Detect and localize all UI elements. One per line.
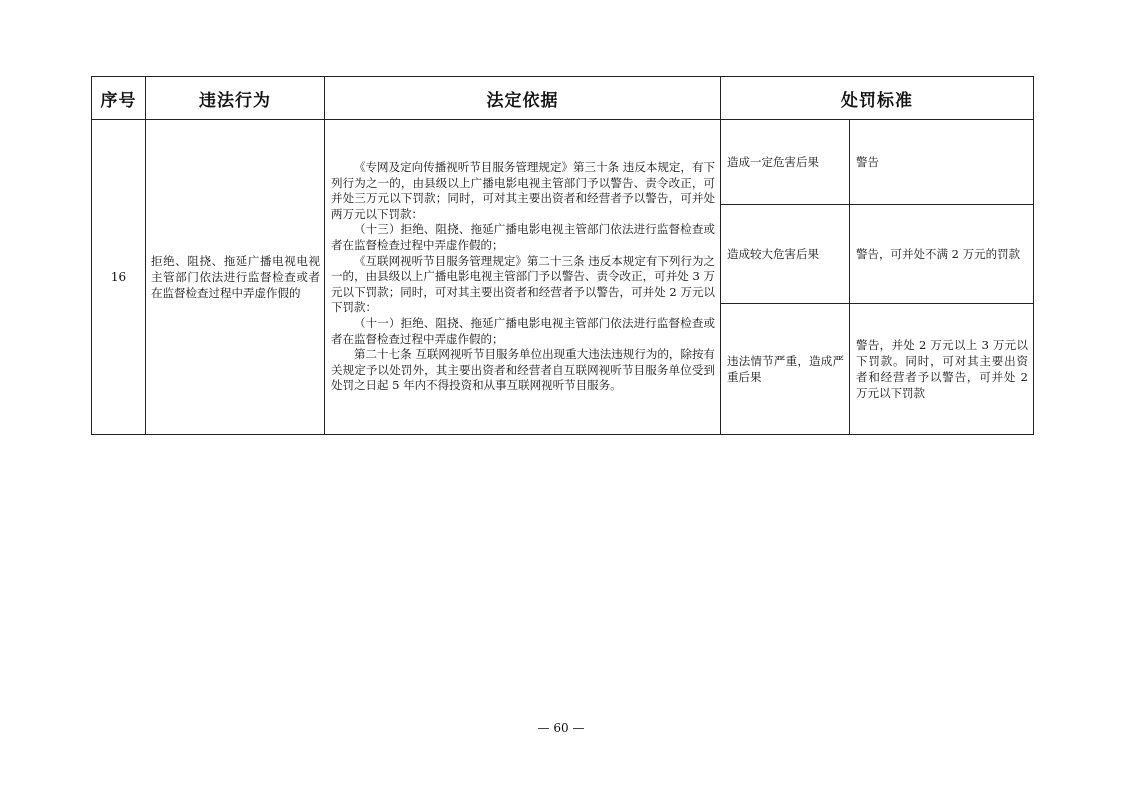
penalty-minor: 警告 xyxy=(850,120,1034,205)
case-minor: 造成一定危害后果 xyxy=(721,120,850,205)
basis-paragraph: 《互联网视听节目服务管理规定》第二十三条 违反本规定有下列行为之一的，由县级以上广播电影电视主管部门予以警告、责令改正，可并处 3 万元以下罚款；同时，可对其主要出资者和经营者予以警告，可并处 2 万元以下罚款： xyxy=(331,253,715,315)
violation-act: 拒绝、阻挠、拖延广播电视电视主管部门依法进行监督检查或者在监督检查过程中弄虚作假的 xyxy=(146,120,325,435)
basis-paragraph: 第二十七条 互联网视听节目服务单位出现重大违法违规行为的，除按有关规定予以处罚外，其主要出资者和经营者自互联网视听节目服务单位受到处罚之日起 5 年内不得投资和从事互联网视听节目服务。 xyxy=(331,347,715,393)
basis-paragraph: （十三）拒绝、阻挠、拖延广播电影电视主管部门依法进行监督检查或者在监督检查过程中弄虚作假的； xyxy=(331,222,715,253)
penalty-severe: 警告，并处 2 万元以上 3 万元以下罚款。同时，可对其主要出资者和经营者予以警告，可并处 2 万元以下罚款 xyxy=(850,304,1034,435)
legal-basis xyxy=(325,120,721,435)
table-header-row xyxy=(92,77,1034,120)
basis-paragraph: 《专网及定向传播视听节目服务管理规定》第三十条 违反本规定，有下列行为之一的，由县级以上广播电影电视主管部门予以警告、责令改正，可并处三万元以下罚款；同时，可对其主要出资者和经营者予以警告，可并处两万元以下罚款： xyxy=(331,160,715,221)
case-serious: 造成较大危害后果 xyxy=(721,205,850,304)
page-number: — 60 — xyxy=(537,721,585,735)
header-basis: 法定依据 xyxy=(325,77,721,120)
header-act: 违法行为 xyxy=(146,77,325,120)
basis-paragraph: （十一）拒绝、阻挠、拖延广播电影电视主管部门依法进行监督检查或者在监督检查过程中弄虚作假的； xyxy=(331,315,715,346)
penalty-table xyxy=(91,76,1034,435)
header-no: 序号 xyxy=(92,77,146,120)
penalty-serious: 警告，可并处不满 2 万元的罚款 xyxy=(850,205,1034,304)
case-severe: 违法情节严重，造成严重后果 xyxy=(721,304,850,435)
row-number: 16 xyxy=(92,120,146,435)
table-row xyxy=(92,120,1034,205)
header-standard: 处罚标准 xyxy=(721,77,1034,120)
